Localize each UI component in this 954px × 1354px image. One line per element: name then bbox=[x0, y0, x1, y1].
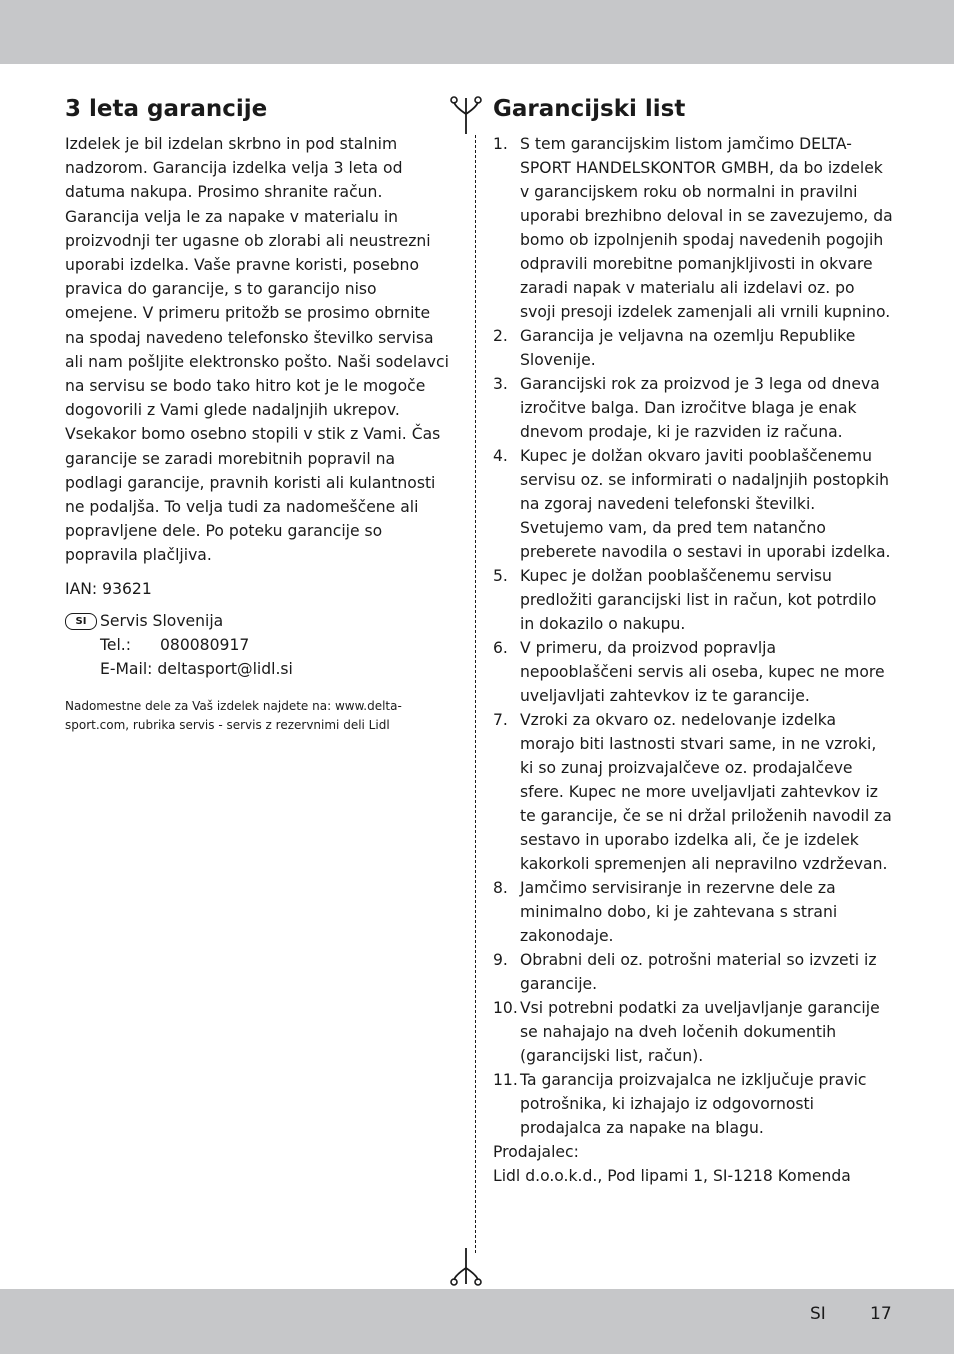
scissors-icon bbox=[450, 96, 482, 134]
terms-list bbox=[493, 132, 893, 1140]
warranty-body: Izdelek je bil izdelan skrbno in pod stalnim nadzorom. Garancija izdelka velja 3 leta od datuma nakupa. Prosimo shranite račun. Garancija velja le za napake v materialu in proizvodnji ter ugasne ob zlorabi ali neustrezni uporabi izdelka. Vaše pravne koristi, posebno pravica do garancije, s to garancijo niso omejene. V primeru pritožb se prosimo obrnite na spodaj navedeno telefonsko številko servisa ali nam pošljite elektronsko pošto. Naši sodelavci na servisu se bodo tako hitro kot je le mogoče dogovorili z Vami glede nadaljnjih ukrepov. Vsekakor bomo osebno stopili v stik z Vami. Čas garancije se zaradi morebitnih popravil na podlagi garancije, pravnih koristi ali kulantnosti ne podaljša. To velja tudi za nadomeščene ali popravljene dele. Po poteku garancije so popravila plačljiva. bbox=[65, 135, 449, 565]
country-badge-icon: SI bbox=[65, 613, 97, 630]
page-number: 17 bbox=[870, 1304, 892, 1324]
list-item: 1. S tem garancijskim listom jamčimo DELTA-SPORT HANDELSKONTOR GMBH, da bo izdelek v garancijskem roku ob normalni in pravilni uporabi brezhibno deloval in se zavezujemo, da bomo ob izpolnjenih spodaj navedenih pogojih odpravili morebitne pomanjkljivosti in okvare zaradi napak v materialu ali izdelavi oz. po svoji presoji izdelek zamenjali ali vrnili kupnino. bbox=[493, 135, 893, 321]
service-email bbox=[100, 657, 450, 681]
list-item: 2. Garancija je veljavna na ozemlju Republike Slovenije. bbox=[493, 327, 856, 369]
warranty-card-column bbox=[493, 94, 893, 1188]
seller-address: Lidl d.o.o.k.d., Pod lipami 1, SI-1218 Komenda bbox=[493, 1167, 851, 1185]
email-value: deltasport@lidl.si bbox=[157, 660, 293, 679]
list-item: 8. Jamčimo servisiranje in rezervne dele za minimalno dobo, ki je zahtevana s strani zakonodaje. bbox=[493, 879, 838, 945]
list-item: 4. Kupec je dolžan okvaro javiti pooblaščenemu servisu oz. se informirati o nadaljnjih postopkih na zgoraj navedeni telefonski številki. Svetujemo vam, da pred tem natančno preberete navodila o sestavi in uporabi izdelka. bbox=[493, 447, 891, 561]
list-item: 9. Obrabni deli oz. potrošni material so izvzeti iz garancije. bbox=[493, 951, 877, 993]
service-tel bbox=[100, 633, 450, 657]
list-item: 3. Garancijski rok za proizvod je 3 lega od dneva izročitve balga. Dan izročitve blaga je enak dnevom prodaje, ki je razviden iz računa. bbox=[493, 375, 880, 441]
warranty-card-title: Garancijski list bbox=[493, 96, 686, 122]
cut-line bbox=[475, 135, 476, 1253]
warranty-column bbox=[65, 94, 450, 734]
list-item: 6. V primeru, da proizvod popravlja nepooblaščeni servis ali oseba, kupec ne more uveljavljati zahtevkov iz te garancije. bbox=[493, 639, 885, 705]
ian-number: IAN: 93621 bbox=[65, 579, 152, 598]
footer-language: SI bbox=[810, 1304, 826, 1324]
list-item: 5. Kupec je dolžan pooblaščenemu servisu predložiti garancijski list in račun, kot potrdilo in dokazilo o nakupu. bbox=[493, 567, 877, 633]
list-item: 10. Vsi potrebni podatki za uveljavljanje garancije se nahajajo na dveh ločenih dokumentih (garancijski list, račun). bbox=[493, 999, 880, 1065]
list-item: 7. Vzroki za okvaro oz. nedelovanje izdelka morajo biti lastnosti stvari same, in ne vzroki, ki so zunaj proizvajalčeve oz. prodajalčeve sfere. Kupec ne more uveljavljati zahtevkov iz te garancije, če se ni držal priloženih navodil za sestavo in uporabo izdelka ali, če je izdelek kakorkoli spremenjen ali nepravilno vzdrževan. bbox=[493, 711, 892, 873]
tel-label: Tel.: bbox=[100, 635, 132, 654]
tel-value: 080080917 bbox=[160, 635, 250, 654]
email-label: E-Mail: bbox=[100, 660, 153, 679]
warranty-title: 3 leta garancije bbox=[65, 96, 268, 122]
header-band bbox=[0, 0, 954, 64]
service-block bbox=[65, 609, 450, 682]
list-item: 11. Ta garancija proizvajalca ne izključuje pravic potrošnika, ki izhajajo iz odgovornosti prodajalca za napake na blagu. bbox=[493, 1071, 867, 1137]
service-name: Servis Slovenija bbox=[100, 611, 224, 630]
seller-label: Prodajalec: bbox=[493, 1143, 579, 1161]
spare-parts-note: Nadomestne dele za Vaš izdelek najdete na: www.delta-sport.com, rubrika servis - servis z rezervnimi deli Lidl bbox=[65, 699, 402, 732]
scissors-icon bbox=[450, 1248, 482, 1286]
